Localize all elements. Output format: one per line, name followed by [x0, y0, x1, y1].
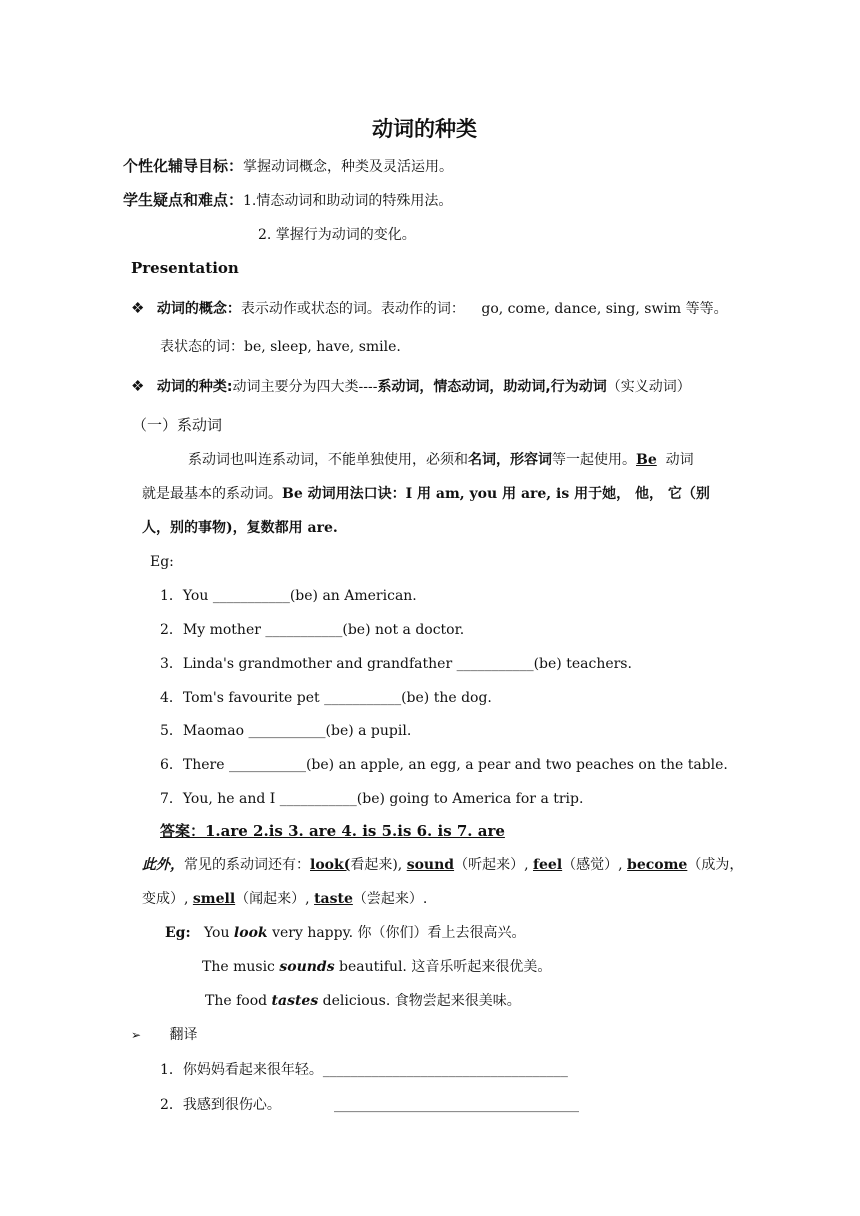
concept-line [131, 299, 728, 318]
types-bold: 系动词，情态动词，助动词,行为动词 [377, 379, 607, 395]
example-verb: tastes [271, 993, 319, 1009]
para-text: 系动词也叫连系动词，不能单独使用，必须和 [188, 452, 468, 468]
verb-taste: taste [314, 891, 353, 907]
exercise-item: 7．You, he and I ___________(be) going to America for a trip. [160, 791, 584, 807]
verb-gloss: 变成）, [142, 891, 189, 907]
eg-label: Eg: [165, 925, 191, 941]
section-heading-linking-verbs: （一）系动词 [132, 416, 223, 434]
difficulty-item-1: 1.情态动词和助动词的特殊用法。 [243, 193, 453, 209]
verb-smell: smell [192, 891, 236, 907]
para-text: 就是最基本的系动词。 [142, 486, 282, 502]
example-verb: sounds [279, 959, 335, 975]
paragraph-line-3: 人，别的事物)，复数都用 are. [142, 520, 338, 536]
answer-key: 答案：1.are 2.is 3. are 4. is 5.is 6. is 7. are [160, 822, 505, 840]
para-text: 等一起使用。 [552, 452, 636, 468]
example-text: You [204, 925, 234, 941]
exercise-item: 4．Tom's favourite pet ___________(be) the dog. [160, 690, 492, 706]
example-text: delicious. 食物尝起来很美味。 [318, 993, 521, 1009]
example-text: very happy. 你（你们）看上去很高兴。 [267, 925, 526, 941]
types-text: 动词主要分为四大类---- [232, 379, 378, 395]
verb-gloss: （听起来）, [454, 857, 529, 873]
types-label: 动词的种类: [156, 379, 233, 395]
difficulty-label: 学生疑点和难点： [123, 191, 244, 209]
presentation-heading: Presentation [131, 259, 239, 277]
concept-label: 动词的概念： [156, 301, 241, 317]
example-text: The food [205, 993, 272, 1009]
exercise-item: 1．You ___________(be) an American. [160, 588, 417, 604]
example-text: beautiful. 这音乐听起来很优美。 [334, 959, 552, 975]
others-lead: 此外， [142, 857, 184, 873]
exercise-item: 3．Linda's grandmother and grandfather ___________(be) teachers. [160, 656, 632, 672]
verb-become: become [627, 857, 688, 873]
difficulty-line [123, 191, 452, 210]
page-title: 动词的种类 [372, 117, 477, 141]
translate-label: 翻译 [169, 1027, 198, 1043]
difficulty-item-2: 2. 掌握行为动词的变化。 [258, 227, 416, 243]
goal-text: 掌握动词概念，种类及灵活运用。 [243, 159, 454, 175]
para-text: 动词 [665, 452, 694, 468]
verb-gloss: 看起来), [350, 857, 403, 873]
verb-look: look( [310, 857, 351, 873]
arrow-bullet-icon: ➢ [131, 1028, 142, 1042]
types-line [131, 377, 691, 396]
answer-blank: ___________________________________ [334, 1097, 579, 1113]
concept-text: 表示动作或状态的词。表动作的词： [240, 301, 465, 317]
example-2 [202, 958, 551, 976]
example-text: The music [202, 959, 280, 975]
exercise-item: 5．Maomao ___________(be) a pupil. [160, 723, 412, 739]
other-linking-verbs-line-2 [142, 890, 427, 908]
eg-label: Eg: [150, 554, 174, 570]
verb-gloss: （尝起来）. [352, 891, 428, 907]
example-1 [165, 924, 526, 942]
exercise-item: 2．My mother ___________(be) not a doctor. [160, 622, 465, 638]
para-bold: Be 动词用法口诀：I 用 am, you 用 are, is 用于她， 他， 它（别 [282, 486, 710, 502]
translate-question: 2．我感到很伤心。 [160, 1097, 281, 1113]
para-be: Be [636, 452, 657, 468]
diamond-bullet-icon: ❖ [131, 299, 145, 317]
others-text: 常见的系动词还有： [184, 857, 310, 873]
translate-item-2 [160, 1096, 281, 1114]
exercise-item: 6．There ___________(be) an apple, an egg, a pear and two peaches on the table. [160, 757, 728, 773]
verb-feel: feel [532, 857, 563, 873]
verb-sound: sound [406, 857, 455, 873]
types-suffix: （实义动词） [606, 379, 691, 395]
state-verbs-line: 表状态的词：be, sleep, have, smile. [160, 339, 401, 355]
diamond-bullet-icon: ❖ [131, 377, 145, 395]
paragraph-line-2 [142, 485, 710, 503]
translate-heading [131, 1026, 198, 1044]
para-bold: 名词，形容词 [468, 452, 552, 468]
verb-gloss: （闻起来）, [235, 891, 310, 907]
example-3 [205, 992, 521, 1010]
example-verb: look [233, 925, 268, 941]
translate-item-1: 1．你妈妈看起来很年轻。___________________________________ [160, 1062, 568, 1078]
verb-gloss: （成为， [687, 857, 744, 873]
verb-gloss: （感觉）, [562, 857, 623, 873]
concept-examples: go, come, dance, sing, swim 等等。 [481, 301, 728, 317]
goal-line [123, 157, 453, 176]
paragraph-line-1 [188, 451, 694, 469]
goal-label: 个性化辅导目标： [123, 157, 244, 175]
other-linking-verbs-line-1 [142, 856, 743, 874]
